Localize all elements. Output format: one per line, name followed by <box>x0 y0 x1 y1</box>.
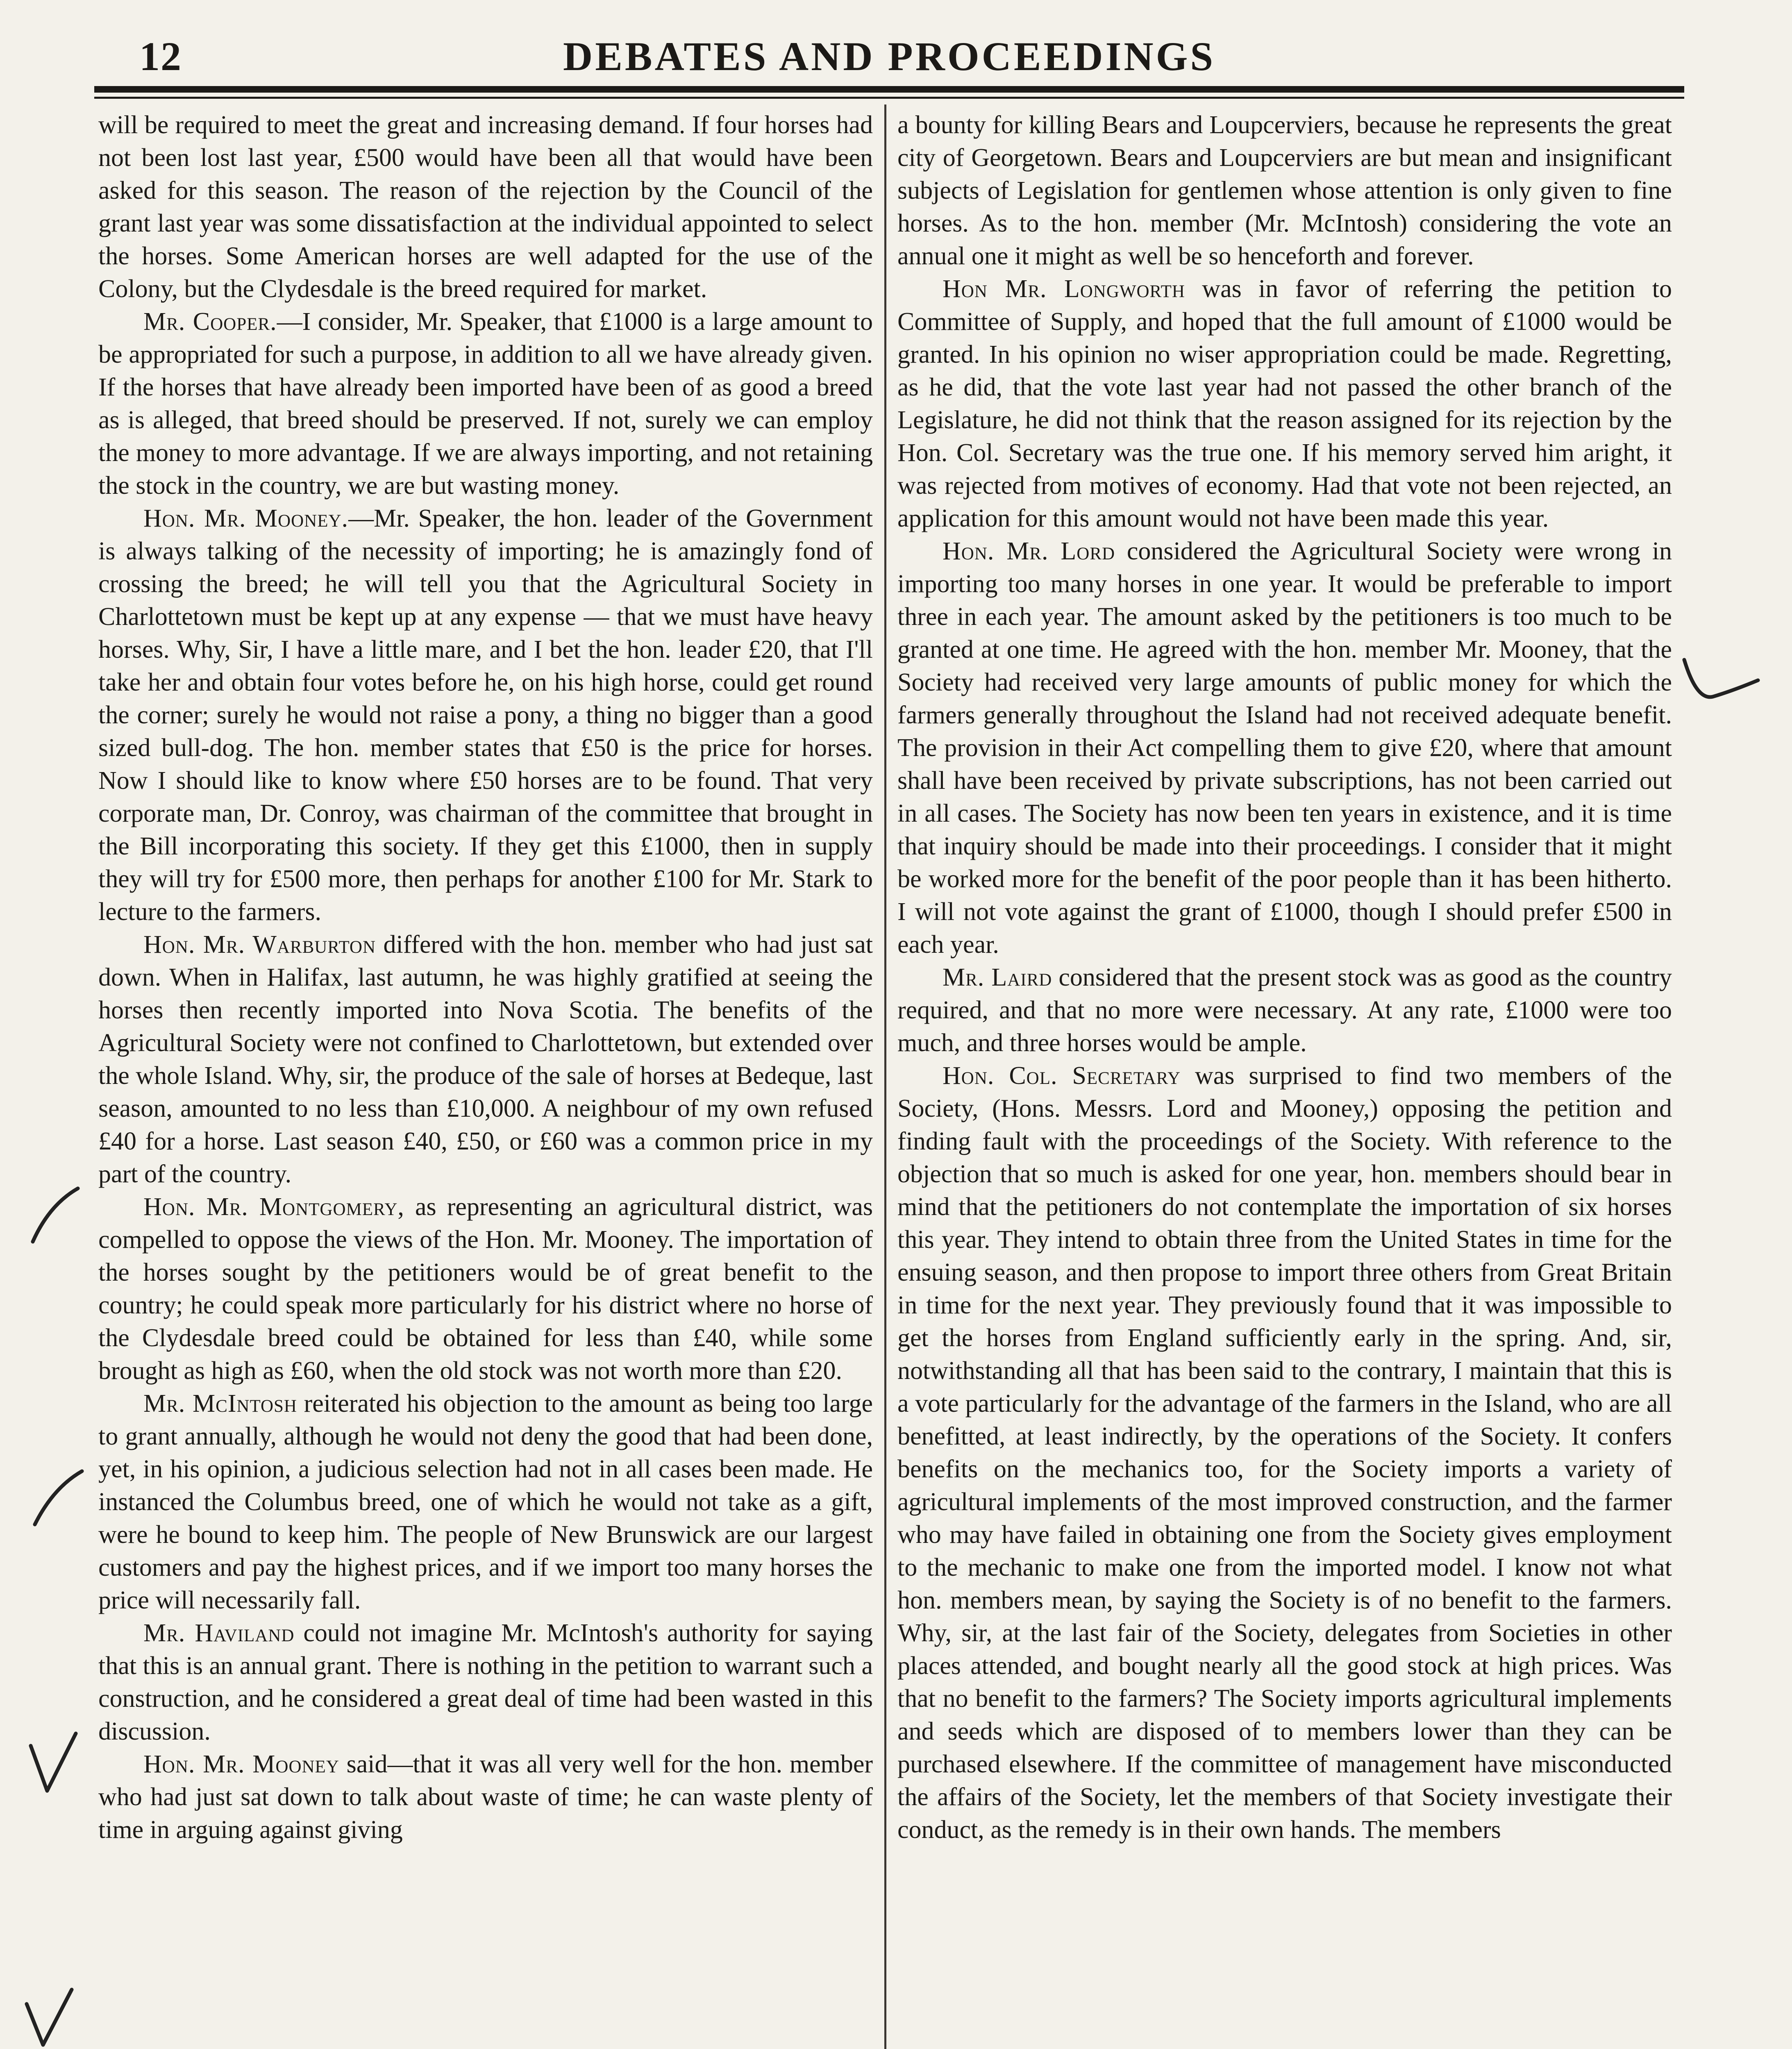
right-paragraph-4: Hon. Col. Secretary was surprised to find two members of the Society, (Hons. Messrs. Lord and Mooney,) opposing the petition and finding fault with the proceedings of the Society. With reference to the objection that so much is asked for one year, hon. members should bear in mind that the petitioners do not contemplate the importation of six horses this year. They intend to obtain three from the United States in time for the ensuing season, and then propose to import three others from Great Britain in time for the next year. They previously found that it was impossible to get the horses from England sufficiently early in the spring. And, sir, notwithstanding all that has been said to the contrary, I maintain that this is a vote particularly for the advantage of the farmers in the Island, who are all benefitted, at least indirectly, by the operations of the Society. It confers benefits on the mechanics too, for the Society imports a variety of agricultural implements of the most improved construction, and the farmer who may have failed in obtaining one from the Society gives employment to the mechanic to make one from the imported model. I know not what hon. members mean, by saying the Society is of no benefit to the farmers. Why, sir, at the last fair of the Society, delegates from Societies in other places attended, and bought nearly all the good stock at high prices. Was that no benefit to the farmers? The Society imports agricultural implements and seeds which are disposed of to members lower than they can be purchased elsewhere. If the committee of management have misconducted the affairs of the Society, let the members of that Society investigate their conduct, as the remedy is in their own hands. The members <box>897 1062 1672 1844</box>
header-rule-thin <box>94 97 1684 99</box>
speaker-name: Mr. Cooper. <box>143 308 277 336</box>
left-paragraph-0: will be required to meet the great and increasing demand. If four horses had not been lost last year, £500 would have been all that would have been asked for this season. The reason of the rejection by the Council of the grant last year was some dissatisfaction at the individual appointed to select the horses. Some American horses are well adapted for the use of the Colony, but the Clydesdale is the breed required for market. <box>98 111 873 303</box>
speaker-name: Hon. Mr. Warburton <box>143 931 376 959</box>
left-paragraph-6: Mr. Haviland could not imagine Mr. McIntosh's authority for saying that this is an annual grant. There is nothing in the petition to warrant such a construction, and he considered a great deal of time had been wasted in this discussion. <box>98 1619 873 1745</box>
running-title: DEBATES AND PROCEEDINGS <box>563 34 1215 79</box>
page-header <box>94 25 1684 82</box>
speaker-name: Hon. Mr. Montgomery, <box>143 1193 404 1221</box>
speaker-name: Hon. Mr. Mooney. <box>143 504 349 532</box>
speaker-name: Hon. Mr. Lord <box>943 537 1115 565</box>
margin-tick-mark-icon <box>29 1463 86 1529</box>
left-paragraph-4: Hon. Mr. Montgomery, as representing an agricultural district, was compelled to oppose the views of the Hon. Mr. Mooney. The importation of the horses sought by the petitioners would be of great benefit to the country; he could speak more particularly for his district where no horse of the Clydesdale breed could be obtained for less than £40, while some brought as high as £60, when the old stock was not worth more than £20. <box>98 1193 873 1385</box>
speaker-name: Hon Mr. Longworth <box>943 275 1185 303</box>
right-paragraph-3: Mr. Laird considered that the present stock was as good as the country required, and that no more were necessary. At any rate, £1000 were too much, and three horses would be ample. <box>897 963 1672 1057</box>
right-column <box>897 109 1672 2049</box>
left-paragraph-7: Hon. Mr. Mooney said—that it was all very well for the hon. member who had just sat down to talk about waste of time; he can waste plenty of time in arguing against giving <box>98 1750 873 1844</box>
right-paragraph-0: a bounty for killing Bears and Loupcerviers, because he represents the great city of Georgetown. Bears and Loupcerviers are but mean and insignificant subjects of Legislation for gentlemen whose attention is only given to fine horses. As to the hon. member (Mr. McIntosh) considering the vote an annual one it might as well be so henceforth and forever. <box>897 111 1672 270</box>
left-column <box>98 109 873 2049</box>
margin-check-mark-icon <box>25 1729 82 1795</box>
left-paragraph-1: Mr. Cooper.—I consider, Mr. Speaker, that £1000 is a large amount to be appropriated for such a purpose, in addition to all we have already given. If the horses that have already been imported have been of as good a breed as is alleged, that breed should be preserved. If not, surely we can employ the money to more advantage. If we are always importing, and not retaining the stock in the country, we are but wasting money. <box>98 308 873 500</box>
margin-tick-mark-icon <box>1680 652 1762 709</box>
left-paragraph-2: Hon. Mr. Mooney.—Mr. Speaker, the hon. leader of the Government is always talking of the necessity of importing; he is amazingly fond of crossing the breed; he will tell you that the Agricultural Society in Charlottetown must be kept up at any expense — that we must have heavy horses. Why, Sir, I have a little mare, and I bet the hon. leader £20, that I'll take her and obtain four votes before he, on his high horse, could get round the corner; surely he would not raise a pony, a thing no bigger than a good sized bull-dog. The hon. member states that £50 is the price for horses. Now I should like to know where £50 horses are to be found. That very corporate man, Dr. Conroy, was chairman of the committee that brought in the Bill incorporating this society. If they get this £1000, then in supply they will try for £500 more, then perhaps for another £100 for Mr. Stark to lecture to the farmers. <box>98 504 873 926</box>
right-paragraph-2: Hon. Mr. Lord considered the Agricultural Society were wrong in importing too many horses in one year. It would be preferable to import three in each year. The amount asked by the petitioners is too much to be granted at one time. He agreed with the hon. member Mr. Mooney, that the Society had received very large amounts of public money for which the farmers generally throughout the Island had not received adequate benefit. The provision in their Act compelling them to give £20, where that amount shall have been received by private subscriptions, has not been carried out in all cases. The Society has now been ten years in existence, and it is time that inquiry should be made into their proceedings. I consider that it might be worked more for the benefit of the poor people than it has been hitherto. I will not vote against the grant of £1000, though I should prefer £500 in each year. <box>897 537 1672 959</box>
margin-check-mark-icon <box>20 1983 78 2049</box>
speaker-name: Mr. Laird <box>943 963 1052 991</box>
speaker-name: Hon. Mr. Mooney <box>143 1750 339 1778</box>
left-paragraph-3: Hon. Mr. Warburton differed with the hon. member who had just sat down. When in Halifax, last autumn, he was highly gratified at seeing the horses then recently imported into Nova Scotia. The benefits of the Agricultural Society were not confined to Charlottetown, but extended over the whole Island. Why, sir, the produce of the sale of horses at Bedeque, last season, amounted to no less than £10,000. A neighbour of my own refused £40 for a horse. Last season £40, £50, or £60 was a common price in my part of the country. <box>98 931 873 1188</box>
speaker-name: Hon. Col. Secretary <box>943 1062 1181 1090</box>
left-paragraph-5: Mr. McIntosh reiterated his objection to the amount as being too large to grant annually, although he would not deny the good that had been done, yet, in his opinion, a judicious selection had not in all cases been made. He instanced the Columbus breed, one of which he would not take as a gift, were he bound to keep him. The people of New Brunswick are our largest customers and pay the highest prices, and if we import too many horses the price will necessarily fall. <box>98 1390 873 1614</box>
column-divider <box>884 104 886 2049</box>
header-rule-thick <box>94 86 1684 93</box>
margin-tick-mark-icon <box>25 1180 82 1246</box>
speaker-name: Mr. Haviland <box>143 1619 295 1647</box>
page-number: 12 <box>139 34 182 79</box>
speaker-name: Mr. McIntosh <box>143 1390 297 1417</box>
right-paragraph-1: Hon Mr. Longworth was in favor of referring the petition to Committee of Supply, and hoped that the full amount of £1000 would be granted. In his opinion no wiser appropriation could be made. Regretting, as he did, that the vote last year had not passed the other branch of the Legislature, he did not think that the reason assigned for its rejection by the Hon. Col. Secretary was the true one. If his memory served him aright, it was rejected from motives of economy. Had that vote not been rejected, an application for this amount would not have been made this year. <box>897 275 1672 532</box>
